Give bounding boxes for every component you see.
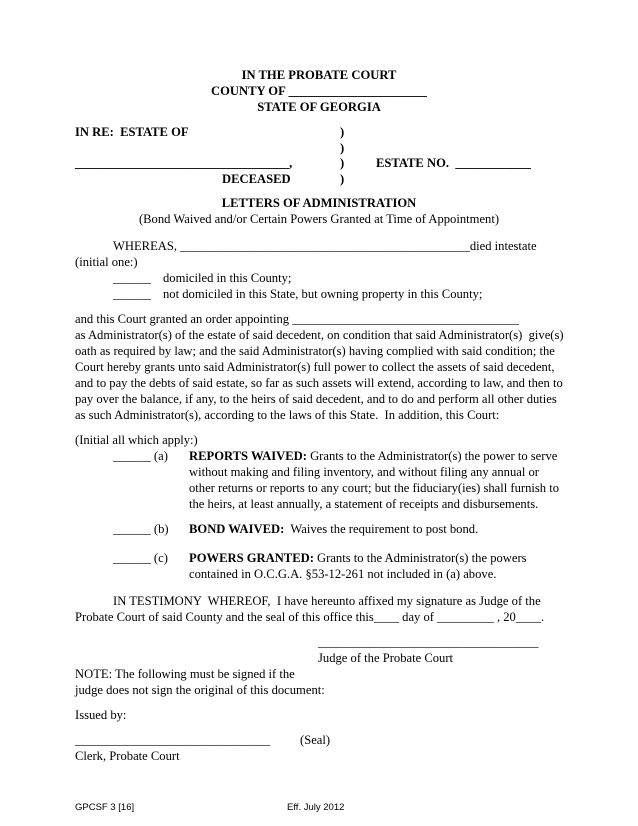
option-domiciled: domiciled in this County; xyxy=(163,271,292,285)
item-c-text: Grants to the Administrator(s) the powers xyxy=(313,551,527,565)
judge-signature-line: ___________________________________ xyxy=(318,635,539,649)
order-paragraph-line: as such Administrator(s), according to the laws of this State. In addition, this Court: xyxy=(75,408,500,422)
clerk-label: Clerk, Probate Court xyxy=(75,749,180,763)
initial-one-label: (initial one:) xyxy=(75,255,138,269)
item-a-text: without making and filing inventory, and without filing any annual or xyxy=(189,465,539,479)
county-line: COUNTY OF ______________________ xyxy=(211,84,427,98)
caption-paren: ) xyxy=(340,156,345,170)
note-line: NOTE: The following must be signed if the xyxy=(75,667,295,681)
clerk-signature-line: _______________________________ xyxy=(75,733,271,747)
state-heading: STATE OF GEORGIA xyxy=(257,100,381,114)
in-re-estate-label: IN RE: ESTATE OF xyxy=(75,125,189,139)
order-paragraph-line: oath as required by law; and the said Administrator(s) having complied with said condition; the xyxy=(75,344,555,358)
initial-blank: ______ xyxy=(113,287,151,301)
item-c-text: contained in O.C.G.A. §53-12-261 not included in (a) above. xyxy=(189,567,497,581)
item-c-marker: ______ (c) xyxy=(113,551,168,565)
caption-paren: ) xyxy=(340,141,345,155)
court-heading: IN THE PROBATE COURT xyxy=(241,68,397,82)
item-a-text: other returns or reports to any court; but the fiduciary(ies) shall furnish to xyxy=(189,481,560,495)
seal-label: (Seal) xyxy=(300,733,331,747)
item-a-marker: ______ (a) xyxy=(113,449,168,463)
testimony-line: Probate Court of said County and the seal of this office this____ day of _________ , 20____. xyxy=(75,610,545,624)
decedent-name-blank: __________________________________, xyxy=(75,156,293,170)
order-paragraph-line: as Administrator(s) of the estate of said decedent, on condition that said Administrator(s) give(s) xyxy=(75,328,564,342)
item-b-text: Waives the requirement to post bond. xyxy=(284,522,479,536)
deceased-label: DECEASED xyxy=(222,172,291,186)
caption-paren: ) xyxy=(340,125,345,139)
issued-by-label: Issued by: xyxy=(75,708,127,722)
estate-number-field: ESTATE NO. ____________ xyxy=(376,156,531,170)
order-paragraph-line: Court hereby grants unto said Administrator(s) full power to collect the assets of said decedent, xyxy=(75,360,555,374)
item-b-heading: BOND WAIVED: xyxy=(189,522,285,536)
form-id: GPCSF 3 [16] xyxy=(75,802,135,813)
document-title: LETTERS OF ADMINISTRATION xyxy=(221,196,417,210)
item-c-heading: POWERS GRANTED: xyxy=(189,551,314,565)
effective-date: Eff. July 2012 xyxy=(287,802,345,813)
initial-all-label: (Initial all which apply:) xyxy=(75,433,198,447)
order-paragraph-line: and to pay the debts of said estate, so far as such assets will extend, according to law, and then to xyxy=(75,376,563,390)
initial-blank: ______ xyxy=(113,271,151,285)
item-a-text: Grants to the Administrator(s) the power to serve xyxy=(306,449,558,463)
whereas-line: WHEREAS, ______________________________________________died intestate xyxy=(113,239,537,253)
document-subtitle: (Bond Waived and/or Certain Powers Granted at Time of Appointment) xyxy=(138,212,500,226)
order-paragraph-line: pay over the balance, if any, to the heirs of said decedent, and to do and perform all other duties xyxy=(75,392,557,406)
note-line: judge does not sign the original of this document: xyxy=(75,683,325,697)
item-a-text: the heirs, at least annually, a statement of receipts and disbursements. xyxy=(189,497,539,511)
judge-signature-label: Judge of the Probate Court xyxy=(318,651,454,665)
item-a-heading: REPORTS WAIVED: xyxy=(189,449,307,463)
option-not-domiciled: not domiciled in this State, but owning property in this County; xyxy=(163,287,483,301)
caption-paren: ) xyxy=(340,172,345,186)
item-b-marker: ______ (b) xyxy=(113,522,169,536)
order-paragraph-line: and this Court granted an order appointing ____________________________________ xyxy=(75,312,519,326)
testimony-line: IN TESTIMONY WHEREOF, I have hereunto affixed my signature as Judge of the xyxy=(113,594,541,608)
